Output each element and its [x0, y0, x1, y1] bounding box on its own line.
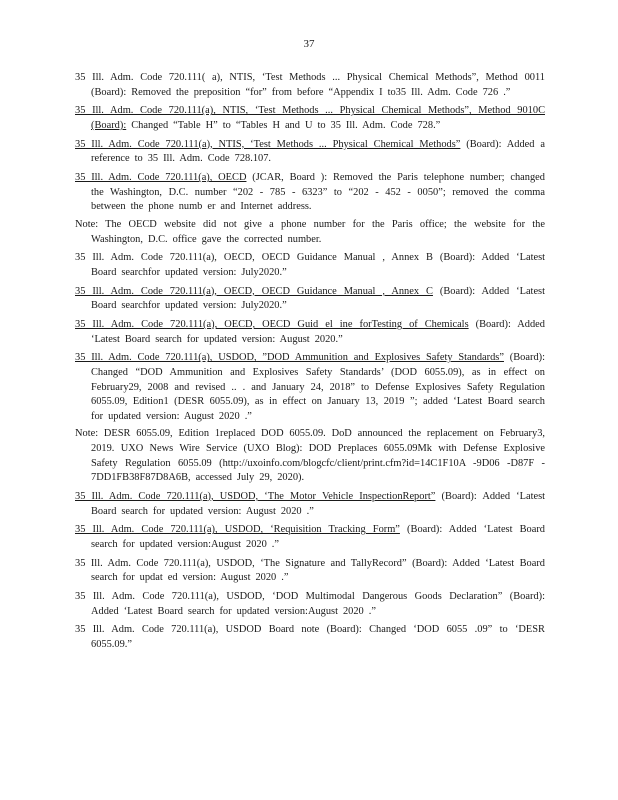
entry-note: Note: The OECD website did not give a phone number for the Paris office; the website for the Washington, D.C. office gave the corrected number.: [75, 218, 545, 245]
entry-citation: 35 Ill. Adm. Code 720.111(a), USDOD, ‘Requisition Tracking Form”: [75, 524, 400, 536]
entry-text: (Board): Added a reference to 35 Ill. Adm. Code 728.107.: [91, 138, 545, 165]
entry-citation: 35 Ill. Adm. Code 720.111(a), NTIS, ‘Test Methods ... Physical Chemical Methods”, Method 9010C (Board):: [75, 105, 545, 131]
entry-text: (Board): Changed “DOD Ammunition and Explosives Safety Standards’ (DOD 6055.09), as in effect on February29, 2008 and revised .. . and January 24, 2018” to Defense Explosives Safety Regulation 6055.09, Edition1 (DESR 6055.09), as in effect on January 13, 2019 ”; added ‘Latest Board search for updated version: August 2020 .”: [91, 352, 545, 422]
amendment-entry: [75, 590, 545, 619]
entry-citation: 35 Ill. Adm. Code 720.111(a), NTIS, ‘Test Methods ... Physical Chemical Methods”: [75, 138, 461, 150]
page-number: 37: [303, 38, 315, 50]
entry-citation: 35 Ill. Adm. Code 720.111(a), OECD, OECD Guidance Manual , Annex C: [75, 285, 433, 297]
entry-text: 35 Ill. Adm. Code 720.111(a), USDOD, ‘DOD Multimodal Dangerous Goods Declaration” (Board): Added ‘Latest Board search for updated version:August 2020 .”: [75, 591, 545, 617]
amendment-entry: [75, 251, 545, 280]
amendment-entry: [75, 171, 545, 247]
entry-text: Changed “Table H” to “Tables H and U to 35 Ill. Adm. Code 728.”: [126, 119, 441, 131]
entry-text: 35 Ill. Adm. Code 720.111(a), USDOD Board note (Board): Changed ‘DOD 6055 .09” to ‘DESR 6055.09.”: [75, 624, 545, 651]
entry-text: 35 Ill. Adm. Code 720.111(a), OECD, OECD Guidance Manual , Annex B (Board): Added ‘Latest Board searchfor updated version: July2020.”: [75, 252, 545, 278]
amendment-entry: [75, 71, 545, 100]
entry-text: (Board): Added ‘Latest Board search for updated version:August 2020 .”: [91, 524, 546, 550]
entry-citation: 35 Ill. Adm. Code 720.111(a), OECD: [75, 172, 247, 184]
entry-citation: 35 Ill. Adm. Code 720.111(a), USDOD, ”DOD Ammunition and Explosives Safety Standards”: [75, 352, 504, 364]
amendment-entry: [75, 318, 545, 347]
amendment-entry: [75, 104, 545, 133]
entry-text: 35 Ill. Adm. Code 720.111(a), USDOD, ‘The Signature and TallyRecord” (Board): Added ‘Latest Board search for updat ed version: August 2020 .”: [75, 557, 545, 584]
amendment-entry: [75, 523, 545, 552]
entry-note: Note: DESR 6055.09, Edition 1replaced DOD 6055.09. DoD announced the replacement on February3, 2019. UXO News Wire Service (UXO Blog): DOD Preplaces 6055.09Mk with Defense Explosive Safety Regulation 6055.09 (http://uxoinfo.com/blogcfc/client/print.cfm?id=14C1F10A -9D06 -D87F - 7DD1FB38F87D8A6B, accessed July 29, 2020).: [75, 428, 545, 484]
amendment-entry: [75, 351, 545, 485]
amendment-entry: [75, 285, 545, 314]
entry-text: (Board): Added ‘Latest Board searchfor updated version: July2020.”: [91, 285, 545, 312]
amendment-entry: [75, 490, 545, 519]
amendment-list: [75, 71, 545, 657]
entry-citation: 35 Ill. Adm. Code 720.111(a), OECD, OECD Guid el ine forTesting of Chemicals: [75, 319, 469, 331]
amendment-entry: [75, 557, 545, 586]
amendment-entry: [75, 138, 545, 167]
entry-text: (Board): Added ‘Latest Board search for updated version: August 2020 .”: [91, 490, 545, 517]
entry-text: 35 Ill. Adm. Code 720.111( a), NTIS, ‘Test Methods ... Physical Chemical Methods”, Method 0011 (Board): Removed the preposition “for” from before “Appendix I to35 Ill. Adm. Code 726 .”: [75, 72, 545, 98]
entry-text: (Board): Added ‘Latest Board search for updated version: August 2020.”: [91, 319, 545, 345]
amendment-entry: [75, 623, 545, 652]
entry-text: (JCAR, Board ): Removed the Paris telephone number; changed the Washington, D.C. number “202 - 785 - 6323” to “202 - 452 - 0050”; removed the comma between the phone numb er and Internet address.: [91, 172, 545, 213]
entry-citation: 35 Ill. Adm. Code 720.111(a), USDOD, ‘The Motor Vehicle InspectionReport”: [75, 490, 436, 502]
